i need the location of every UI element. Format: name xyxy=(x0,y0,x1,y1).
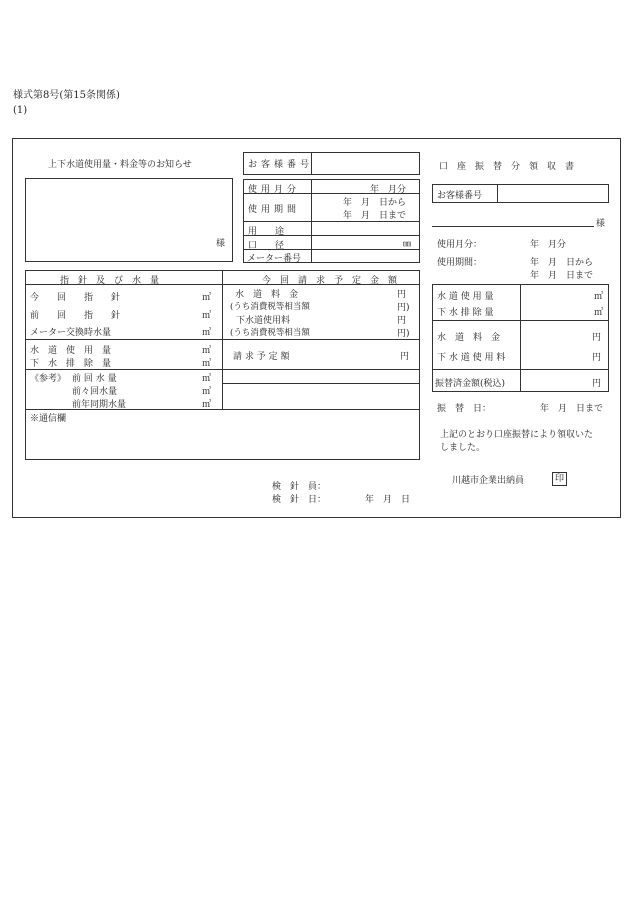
diameter-label: 口 径 xyxy=(248,241,285,251)
water-usage-label: 水 道 使 用 量 xyxy=(30,346,112,356)
receipt-sewer-deduction-label: 下 水 排 除 量 xyxy=(437,308,494,318)
yen-water-fee: 円 xyxy=(397,290,407,300)
receipt-unit-water: ㎥ xyxy=(594,292,604,302)
communication-label: ※通信欄 xyxy=(30,414,67,424)
receipt-message-line-1: 上記のとおり口座振替により領収いた xyxy=(440,430,594,440)
readings-header: 指 針 及 び 水 量 xyxy=(60,276,160,286)
sewer-deduction-label: 下 水 排 除 量 xyxy=(30,359,112,369)
purpose-label: 用 途 xyxy=(248,227,285,237)
unit-prev-volume: ㎥ xyxy=(202,374,212,384)
unit-meter-change: ㎥ xyxy=(202,328,212,338)
receipt-yen-sewer-fee: 円 xyxy=(592,353,602,363)
diameter-unit: ㎜ xyxy=(403,239,411,248)
unit-last-year-volume: ㎥ xyxy=(202,400,212,410)
address-sama: 様 xyxy=(216,239,226,249)
unit-sewer-deduction: ㎥ xyxy=(202,359,212,369)
receipt-sewer-fee-label: 下 水 道 使 用 料 xyxy=(437,353,506,363)
form-number: 様式第8号(第15条関係) xyxy=(13,90,120,101)
yen-planned: 円 xyxy=(400,352,410,362)
sewer-fee-label: 下水道使用料 xyxy=(236,316,291,326)
receipt-yen-paid: 円 xyxy=(592,379,602,389)
customer-number-label: お客様番号 xyxy=(248,160,314,170)
receipt-usage-month-value: 年 月分 xyxy=(530,240,567,250)
receipt-yen-water-fee: 円 xyxy=(592,333,602,343)
planned-amount-label: 請 求 予 定 額 xyxy=(233,352,290,362)
receipt-transfer-date-value: 年 月 日まで xyxy=(540,404,604,414)
receipt-usage-month-label: 使用月分： xyxy=(437,240,483,250)
usage-month-value: 年 月分 xyxy=(370,185,407,195)
reference-label: 《参考》 xyxy=(30,374,67,384)
seal-mark: 印 xyxy=(552,472,567,486)
receipt-usage-period-from: 年 月 日から xyxy=(530,258,594,268)
previous-reading-label: 前 回 指 針 xyxy=(30,311,121,321)
last-year-volume-label: 前年同期水量 xyxy=(72,400,127,410)
usage-period-to: 年 月 日まで xyxy=(343,211,407,221)
receipt-title: 口 座 振 替 分 領 収 書 xyxy=(439,162,575,172)
unit-water-usage: ㎥ xyxy=(202,346,212,356)
tax-label-2: (うち消費税等相当額 xyxy=(230,328,310,338)
receipt-transfer-date-label: 振 替 日： xyxy=(437,404,492,414)
inspection-date-value: 年 月 日 xyxy=(365,495,411,505)
receipt-unit-sewer: ㎥ xyxy=(594,308,604,318)
usage-period-label: 使用期間 xyxy=(248,205,301,215)
current-reading-label: 今 回 指 針 xyxy=(30,293,121,303)
prev2-volume-label: 前々回水量 xyxy=(72,387,118,397)
usage-period-from: 年 月 日から xyxy=(343,198,407,208)
notice-title: 上下水道使用量・料金等のお知らせ xyxy=(48,160,192,170)
yen-tax-1: 円) xyxy=(397,303,410,313)
receipt-water-usage-label: 水 道 使 用 量 xyxy=(437,292,494,302)
receipt-paid-amount-label: 振替済金額(税込) xyxy=(435,379,506,389)
meter-number-label: メーター番号 xyxy=(247,254,302,264)
inspection-date-label: 検 針 日： xyxy=(272,495,327,505)
receipt-water-fee-label: 水 道 料 金 xyxy=(437,333,501,343)
receipt-customer-number-label: お客様番号 xyxy=(437,191,483,201)
meter-change-label: メーター交換時水量 xyxy=(30,328,112,338)
receipt-usage-period-label: 使用期間： xyxy=(437,258,483,268)
receipt-usage-period-to: 年 月 日まで xyxy=(530,271,594,281)
yen-tax-2: 円) xyxy=(397,329,410,339)
prev-volume-label: 前 回 水 量 xyxy=(72,374,117,384)
unit-current: ㎥ xyxy=(202,293,212,303)
inspector-label: 検 針 員： xyxy=(272,482,327,492)
unit-previous: ㎥ xyxy=(202,311,212,321)
receipt-official-label: 川越市企業出納員 xyxy=(452,476,525,486)
receipt-sama: 様 xyxy=(596,219,606,229)
billing-header: 今 回 請 求 予 定 金 額 xyxy=(262,276,398,286)
form-sub-number: (1) xyxy=(13,105,28,116)
usage-month-label: 使用月分 xyxy=(248,185,301,195)
receipt-message-line-2: しました。 xyxy=(440,443,486,453)
yen-sewer-fee: 円 xyxy=(397,316,407,326)
address-box xyxy=(25,178,233,262)
tax-label-1: (うち消費税等相当額 xyxy=(230,302,310,312)
unit-prev2-volume: ㎥ xyxy=(202,387,212,397)
water-fee-label: 水 道 料 金 xyxy=(235,290,299,300)
